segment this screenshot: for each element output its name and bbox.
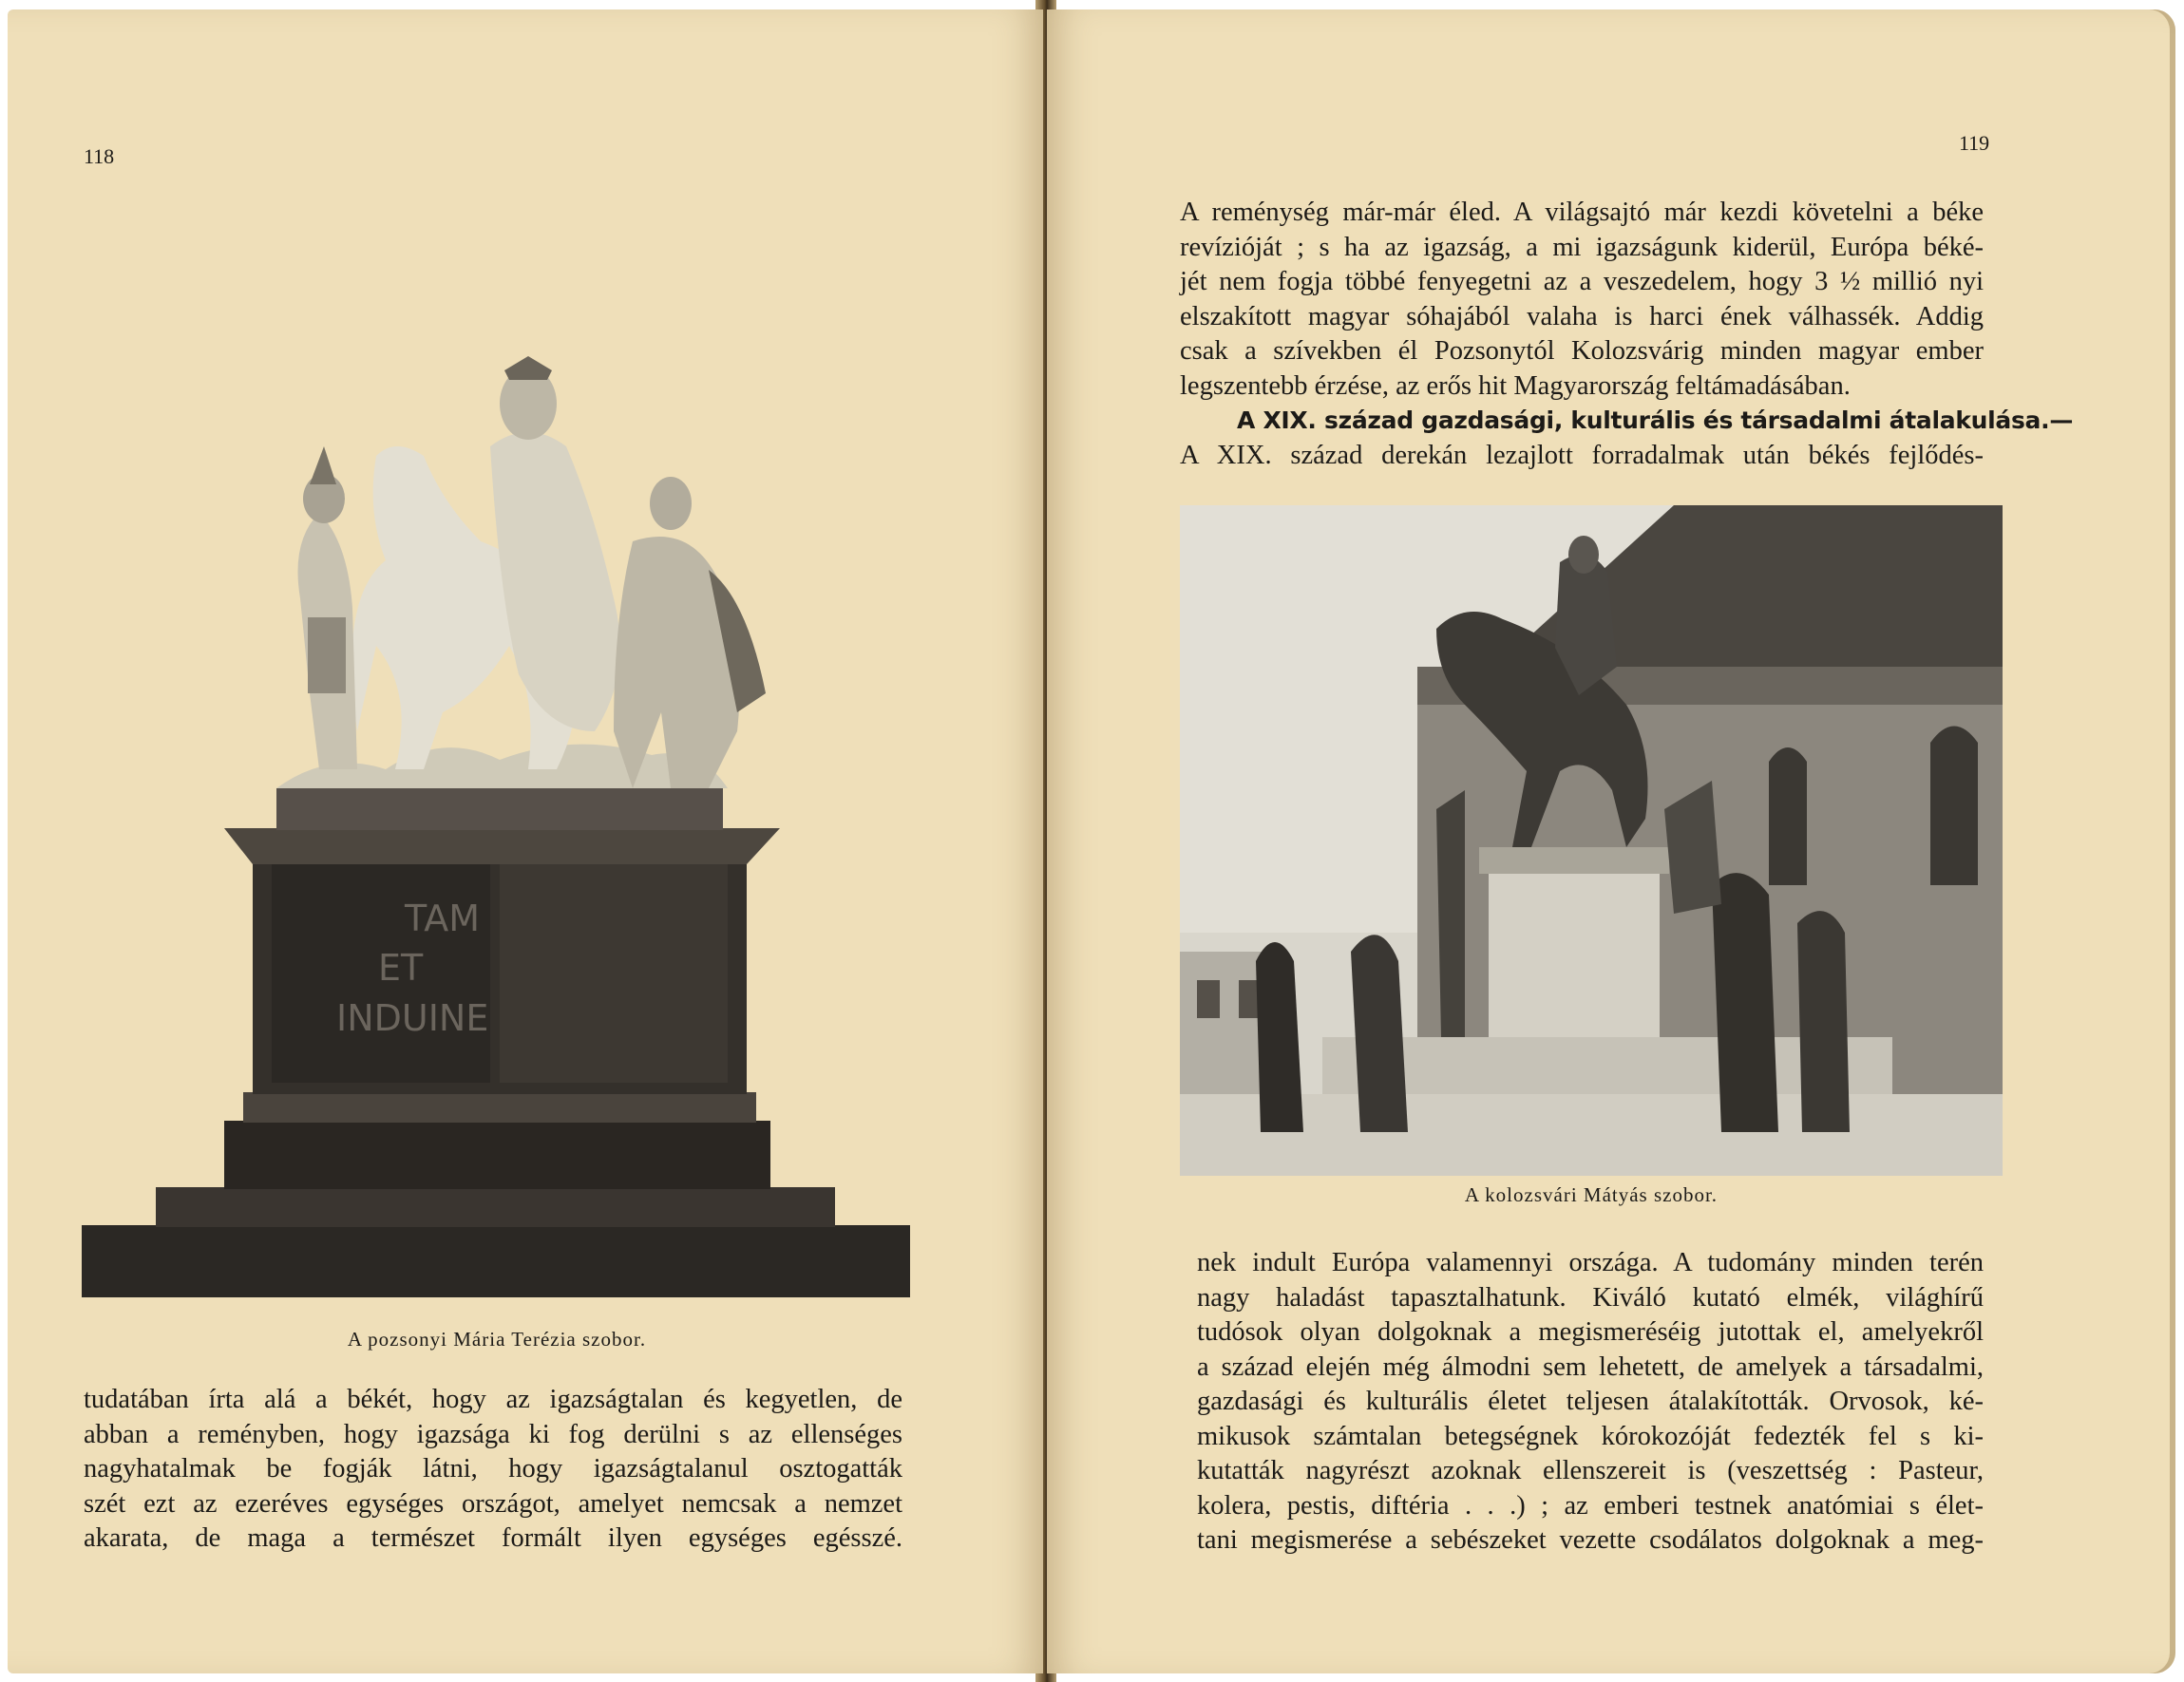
- text-line: szét ezt az ezeréves egységes országot, amelyet nemcsak a nemzet: [84, 1488, 902, 1519]
- left-body-text: [84, 1383, 902, 1557]
- statue-inscription-line-3: INDUINE: [336, 997, 489, 1039]
- text-line: revízióját ; s ha az igazság, a mi igazságunk kiderül, Európa béké-: [1180, 232, 1984, 262]
- right-body-text-bottom: [1197, 1246, 1984, 1559]
- right-body-text-top: [1180, 196, 2074, 473]
- text-line: nagyhatalmak be fogják látni, hogy igazságtalanul osztogatták: [84, 1454, 902, 1484]
- left-page: [8, 9, 1043, 1673]
- text-line: elszakított magyar sóhajából valaha is harci ének válhassék. Addig: [1180, 301, 1984, 331]
- text-line: kolera, pestis, diftéria . . .) ; az emberi testnek anatómiai s élet-: [1197, 1490, 1984, 1521]
- text-line: nek indult Európa valamennyi országa. A tudomány minden terén: [1197, 1248, 1984, 1277]
- text-line: kutatták nagyrészt azoknak ellenszereit is (veszettség : Pasteur,: [1197, 1456, 1984, 1485]
- matyas-statue-photo: [1180, 505, 2003, 1176]
- text-line: akarata, de maga a természet formált ilyen egységes egésszé.: [84, 1523, 902, 1553]
- right-page: [1047, 9, 2175, 1673]
- text-line: a század elején még álmodni sem lehetett, de amelyek a társadalmi,: [1197, 1351, 1984, 1382]
- page-number-right: 119: [1959, 131, 1990, 155]
- text-line: mikusok számtalan betegségnek kórokozóját fedezték fel s ki-: [1197, 1421, 1984, 1451]
- section-heading: A XIX. század gazdasági, kulturális és társadalmi átalakulása.—: [1237, 406, 2074, 434]
- text-line: nagy haladást tapasztalhatunk. Kiváló kutató elmék, világhírű: [1197, 1282, 1984, 1313]
- text-line: gazdasági és kulturális életet teljesen átalakították. Orvosok, ké-: [1197, 1387, 1984, 1416]
- text-line: jét nem fogja többé fenyegetni az a veszedelem, hogy 3 ½ millió nyi: [1180, 267, 1984, 296]
- page-number-left: 118: [84, 144, 115, 168]
- text-line: tudatában írta alá a békét, hogy az igazságtalan és kegyetlen, de: [84, 1385, 902, 1414]
- caption-matyas: A kolozsvári Mátyás szobor.: [1464, 1183, 1719, 1206]
- text-line: A reménység már-már éled. A világsajtó már kezdi követelni a béke: [1180, 198, 1984, 227]
- statue-inscription-line-2: ET: [378, 947, 424, 989]
- caption-maria-terezia: A pozsonyi Mária Terézia szobor.: [347, 1328, 647, 1351]
- text-line: tudósok olyan dolgoknak a megismeréséig jutottak el, amelyekről: [1197, 1317, 1984, 1347]
- text-line: tani megismerése a sebészeket vezette csodálatos dolgoknak a meg-: [1197, 1525, 1984, 1555]
- statue-inscription-line-1: TAM: [405, 898, 481, 939]
- text-line: A XIX. század derekán lezajlott forradalmak után békés fejlődés-: [1180, 440, 1984, 470]
- text-line: abban a reményben, hogy igazsága ki fog derülni s az ellenséges: [84, 1419, 902, 1449]
- maria-terezia-statue-photo: [82, 199, 910, 1301]
- text-line: legszentebb érzése, az erős hit Magyarország feltámadásában.: [1180, 370, 1851, 401]
- text-line: csak a szívekben él Pozsonytól Kolozsvárig minden magyar ember: [1180, 336, 1984, 366]
